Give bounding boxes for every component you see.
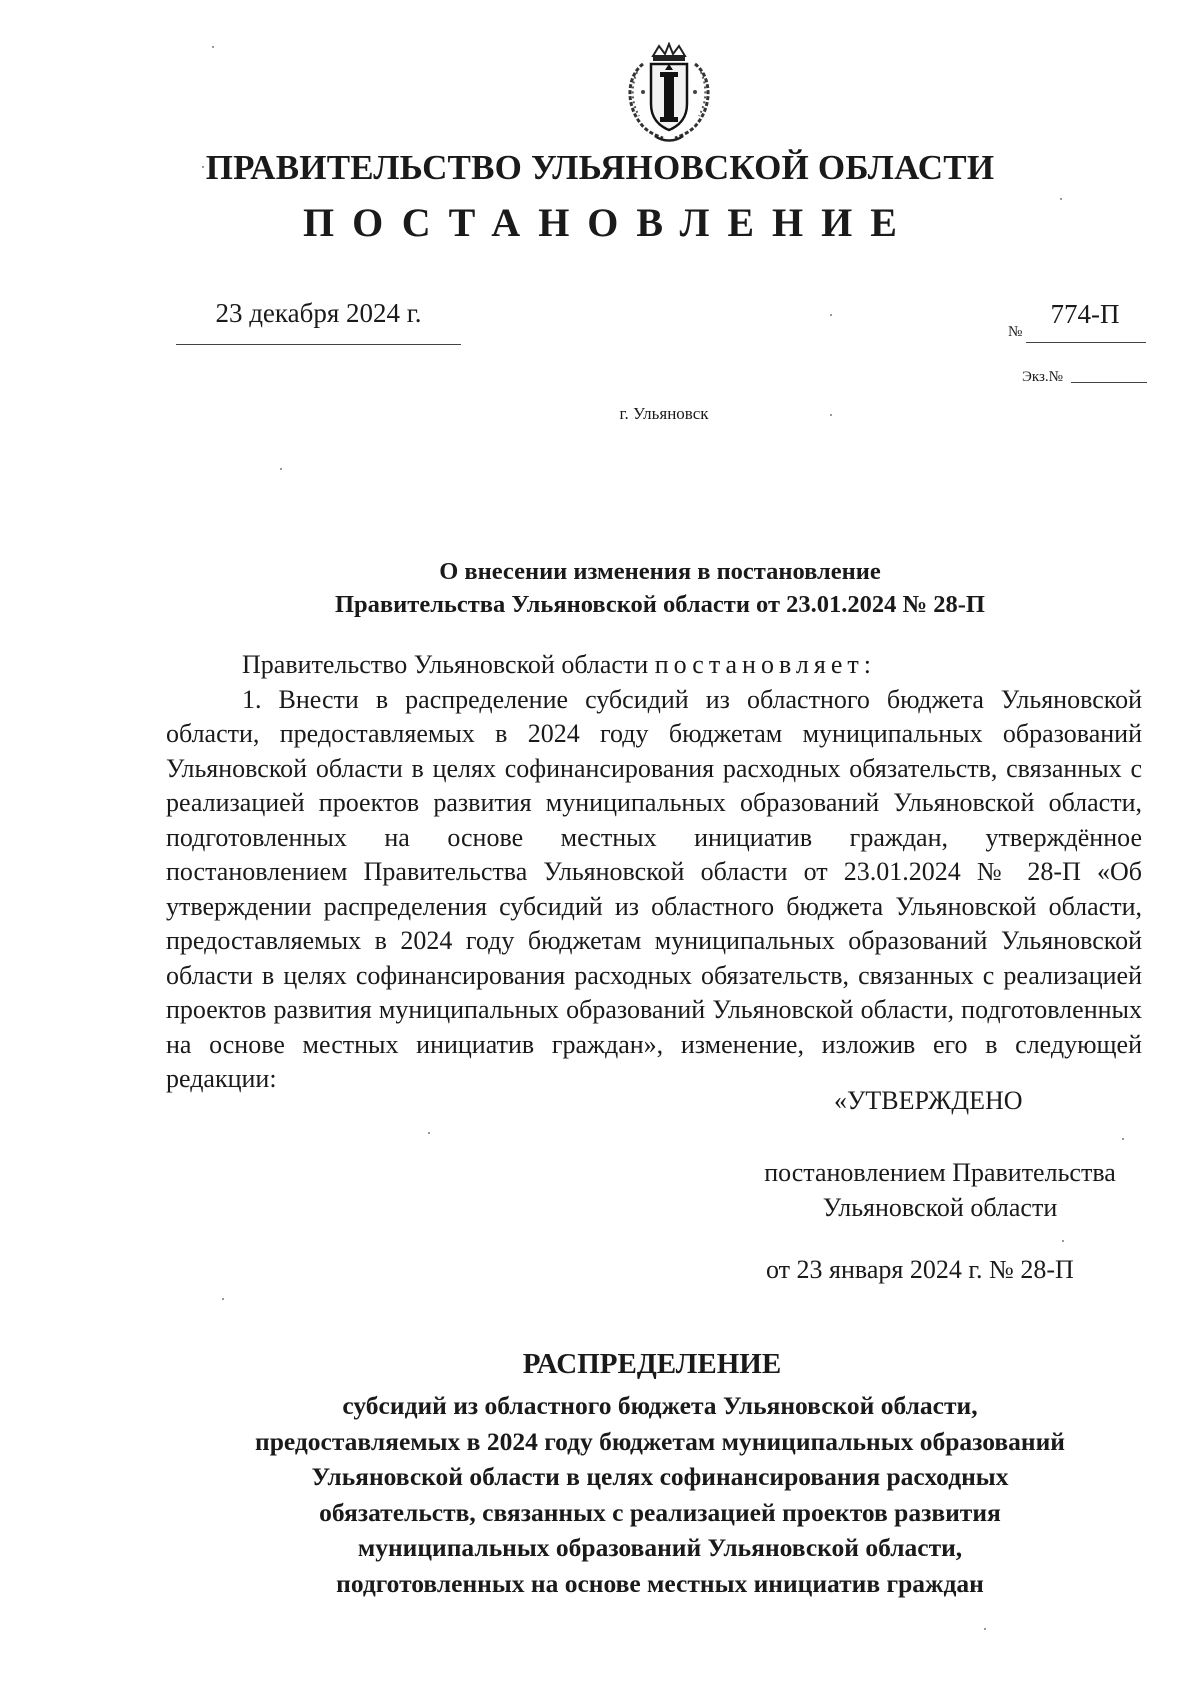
number-label: № xyxy=(1008,324,1023,340)
copy-number-label: Экз.№ xyxy=(1022,369,1063,385)
scan-speck xyxy=(202,166,204,168)
distribution-line: субсидий из областного бюджета Ульяновской области, xyxy=(342,1391,978,1420)
date-underline xyxy=(176,344,461,345)
subject-line-1: О внесении изменения в постановление xyxy=(439,558,881,585)
scan-speck xyxy=(222,1298,224,1300)
copy-number-underline xyxy=(1071,382,1147,383)
document-type: ПОСТАНОВЛЕНИЕ xyxy=(303,200,915,245)
distribution-line: подготовленных на основе местных инициатив граждан xyxy=(336,1568,984,1598)
scan-speck xyxy=(1062,1240,1064,1242)
scan-speck xyxy=(830,314,832,316)
distribution-line: Ульяновской области в целях софинансирования расходных xyxy=(311,1462,1009,1491)
distribution-title: РАСПРЕДЕЛЕНИЕ xyxy=(522,1348,782,1380)
approval-authority-line-2: Ульяновской области xyxy=(822,1193,1058,1222)
document-date: 23 декабря 2024 г. xyxy=(215,298,422,328)
distribution-subtitle xyxy=(170,1388,1150,1601)
distribution-line: предоставляемых в 2024 году бюджетам муниципальных образований xyxy=(255,1426,1065,1456)
approval-date: от 23 января 2024 г. № 28-П xyxy=(766,1255,1074,1284)
scan-speck xyxy=(830,414,832,416)
government-name: ПРАВИТЕЛЬСТВО УЛЬЯНОВСКОЙ ОБЛАСТИ xyxy=(205,148,995,187)
number-underline xyxy=(1026,342,1146,343)
approval-authority xyxy=(720,1155,1160,1225)
document-subject xyxy=(170,555,1150,621)
distribution-line: обязательств, связанных с реализацией проектов развития xyxy=(319,1497,1001,1527)
preamble xyxy=(166,648,1142,683)
distribution-line: муниципальных образований Ульяновской области, xyxy=(357,1533,963,1562)
document-body xyxy=(166,648,1142,1097)
scan-speck xyxy=(212,46,214,48)
scan-speck xyxy=(1122,1138,1124,1140)
city: г. Ульяновск xyxy=(619,404,709,423)
approval-authority-line-1: постановлением Правительства xyxy=(764,1158,1116,1187)
subject-line-2: Правительства Ульяновской области от 23.01.2024 № 28-П xyxy=(335,591,985,618)
scan-speck xyxy=(428,1132,430,1134)
scan-speck xyxy=(280,468,282,470)
preamble-lead: Правительство Ульяновской области xyxy=(242,650,655,679)
preamble-verb: постановляет: xyxy=(654,650,876,679)
coat-of-arms-icon xyxy=(613,42,725,146)
document-number: 774-П xyxy=(1050,299,1120,329)
approval-stamp: «УТВЕРЖДЕНО xyxy=(834,1086,1023,1115)
scan-speck xyxy=(1060,198,1062,200)
item-1: 1. Внести в распределение субсидий из областного бюджета Ульяновской области, предоставляемых в 2024 году бюджетам муниципальных образований Ульяновской области в целях софинансирования расходных обязательств, связанных с реализацией проектов развития муниципальных образований Ульяновской области, подготовленных на основе местных инициатив граждан, утверждённое постановлением Правительства Ульяновской области от 23.01.2024 № 28-П «Об утверждении распределения субсидий из областного бюджета Ульяновской области, предоставляемых в 2024 году бюджетам муниципальных образований Ульяновской области в целях софинансирования расходных обязательств, связанных с реализацией проектов развития муниципальных образований Ульяновской области, подготовленных на основе местных инициатив граждан», изменение, изложив его в следующей редакции: xyxy=(166,684,1142,1093)
scan-speck xyxy=(984,1628,986,1630)
